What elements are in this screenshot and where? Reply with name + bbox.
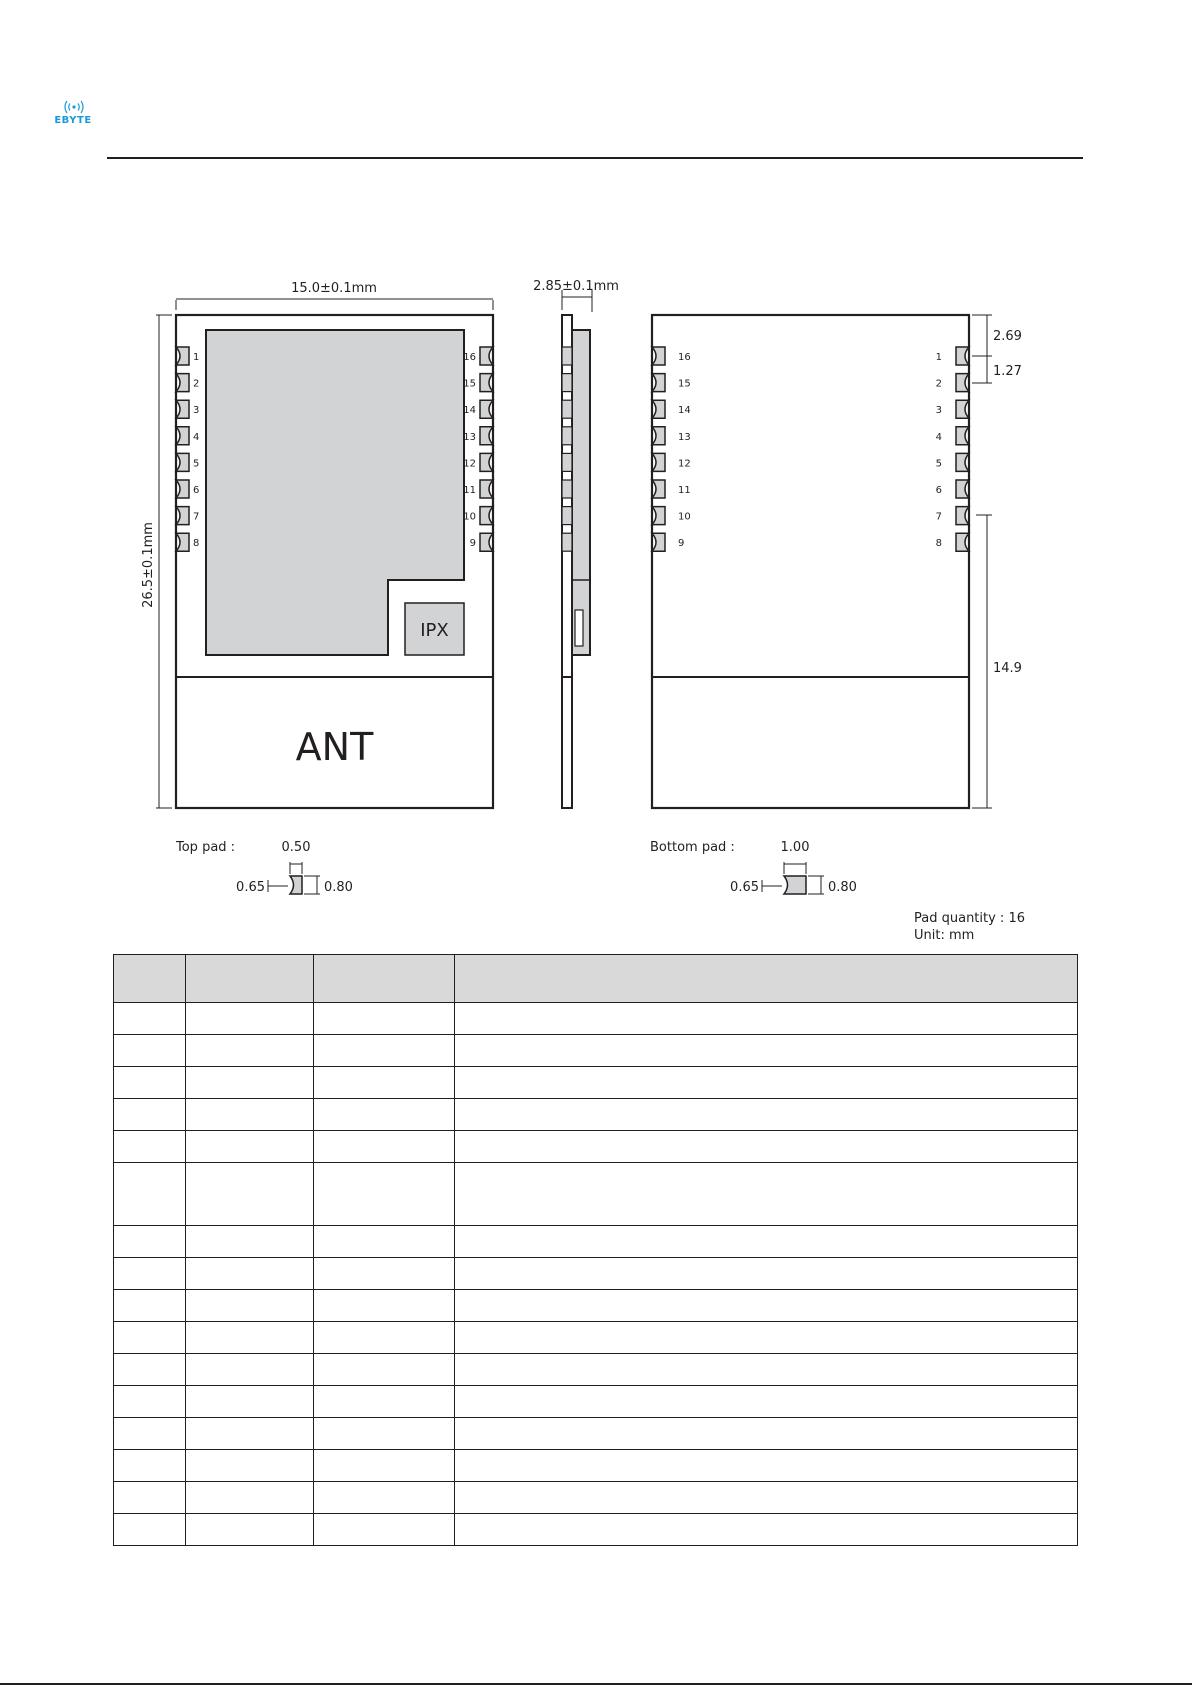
bottom-pad-label: Bottom pad : xyxy=(650,840,735,855)
table-row xyxy=(114,1131,1078,1163)
table-cell xyxy=(455,1322,1078,1354)
table-row xyxy=(114,1099,1078,1131)
table-cell xyxy=(114,1163,186,1226)
pin-number: 9 xyxy=(469,538,476,550)
table-cell xyxy=(455,1418,1078,1450)
table-cell xyxy=(455,1226,1078,1258)
side-pad xyxy=(562,480,572,498)
table-cell xyxy=(455,1514,1078,1546)
table-header-row xyxy=(114,955,1078,1003)
unit-note: Unit: mm xyxy=(914,928,975,943)
ipx-label: IPX xyxy=(420,620,449,641)
table-cell xyxy=(186,1514,314,1546)
pin-number: 3 xyxy=(935,405,942,417)
table-cell xyxy=(455,1099,1078,1131)
pin-number: 14 xyxy=(463,405,476,417)
dimension-14-9: 14.9 xyxy=(993,661,1022,676)
table-row xyxy=(114,1290,1078,1322)
side-pad xyxy=(562,400,572,418)
pin-definition-table xyxy=(113,954,1078,1546)
pin-number: 16 xyxy=(678,352,691,363)
pin-number: 13 xyxy=(463,431,476,443)
bottom-pad-detail xyxy=(650,840,857,895)
table-cell xyxy=(314,1163,455,1226)
table-row xyxy=(114,1386,1078,1418)
side-pad xyxy=(562,507,572,525)
pin-number: 15 xyxy=(678,378,691,390)
top-pad-width: 0.50 xyxy=(281,840,311,855)
table-cell xyxy=(114,1067,186,1099)
pin-number: 15 xyxy=(463,378,476,390)
side-pad xyxy=(562,374,572,392)
pin-number: 2 xyxy=(193,378,200,390)
pin-number: 5 xyxy=(193,458,200,470)
pin-number: 2 xyxy=(935,378,942,390)
table-cell xyxy=(114,1482,186,1514)
pin-number: 6 xyxy=(193,485,200,496)
side-pad xyxy=(562,453,572,471)
table-cell xyxy=(455,1131,1078,1163)
pin-number: 8 xyxy=(935,538,942,550)
table-cell xyxy=(114,1290,186,1322)
side-view xyxy=(533,279,619,808)
table-header-cell xyxy=(455,955,1078,1003)
table-row xyxy=(114,1482,1078,1514)
pin-number: 6 xyxy=(935,485,942,496)
table-row xyxy=(114,1354,1078,1386)
dimension-2-69: 2.69 xyxy=(993,329,1022,344)
table-cell xyxy=(114,1035,186,1067)
table-cell xyxy=(186,1482,314,1514)
pin-number: 1 xyxy=(935,352,942,363)
table-cell xyxy=(455,1035,1078,1067)
side-pad xyxy=(562,427,572,445)
table-cell xyxy=(186,1290,314,1322)
table-cell xyxy=(186,1163,314,1226)
table-cell xyxy=(314,1131,455,1163)
pin-number: 4 xyxy=(193,431,200,443)
table-cell xyxy=(314,1354,455,1386)
bottom-pad-length: 0.80 xyxy=(828,880,857,895)
table-cell xyxy=(114,1226,186,1258)
table-cell xyxy=(114,1354,186,1386)
table-cell xyxy=(114,1003,186,1035)
top-pad-label: Top pad : xyxy=(176,840,236,855)
table-row xyxy=(114,1418,1078,1450)
table-cell xyxy=(114,1099,186,1131)
ant-label: ANT xyxy=(295,725,374,769)
pin-number: 11 xyxy=(678,485,691,496)
dimension-1-27: 1.27 xyxy=(993,364,1022,379)
table-header-cell xyxy=(314,955,455,1003)
width-dimension: 15.0±0.1mm xyxy=(291,281,377,296)
table-cell xyxy=(114,1386,186,1418)
top-pad-offset: 0.65 xyxy=(236,880,265,895)
table-cell xyxy=(314,1290,455,1322)
table-cell xyxy=(314,1322,455,1354)
table-cell xyxy=(186,1131,314,1163)
table-row xyxy=(114,1035,1078,1067)
pin-number: 13 xyxy=(678,431,691,443)
pin-number: 5 xyxy=(935,458,942,470)
table-cell xyxy=(186,1035,314,1067)
table-cell xyxy=(455,1354,1078,1386)
pin-number: 12 xyxy=(463,458,476,470)
table-row xyxy=(114,1322,1078,1354)
side-pad xyxy=(562,347,572,365)
table-row xyxy=(114,1450,1078,1482)
table-row xyxy=(114,1163,1078,1226)
table-cell xyxy=(314,1258,455,1290)
table-cell xyxy=(186,1418,314,1450)
table-cell xyxy=(455,1450,1078,1482)
table-row xyxy=(114,1003,1078,1035)
table-row xyxy=(114,1514,1078,1546)
table-cell xyxy=(314,1226,455,1258)
table-cell xyxy=(455,1482,1078,1514)
table-cell xyxy=(114,1514,186,1546)
table-row xyxy=(114,1226,1078,1258)
table-cell xyxy=(186,1003,314,1035)
table-cell xyxy=(186,1067,314,1099)
table-cell xyxy=(114,1418,186,1450)
table-cell xyxy=(314,1003,455,1035)
table-cell xyxy=(314,1035,455,1067)
top-view xyxy=(141,281,493,808)
pin-number: 4 xyxy=(935,431,942,443)
bottom-view xyxy=(652,315,1022,808)
pin-number: 9 xyxy=(678,538,685,550)
bottom-pad-width: 1.00 xyxy=(780,840,810,855)
top-pad-detail xyxy=(175,840,353,895)
table-cell xyxy=(314,1386,455,1418)
bottom-pad-offset: 0.65 xyxy=(730,880,759,895)
pin-number: 1 xyxy=(193,352,200,363)
table-cell xyxy=(186,1450,314,1482)
pin-number: 16 xyxy=(463,352,476,363)
table-row xyxy=(114,1067,1078,1099)
height-dimension: 26.5±0.1mm xyxy=(141,522,156,608)
table-cell xyxy=(186,1386,314,1418)
table-cell xyxy=(455,1290,1078,1322)
pin-number: 14 xyxy=(678,405,691,417)
pin-number: 10 xyxy=(678,511,691,523)
table-cell xyxy=(314,1067,455,1099)
table-cell xyxy=(455,1003,1078,1035)
pin-number: 11 xyxy=(463,485,476,496)
table-header-cell xyxy=(114,955,186,1003)
thickness-dimension: 2.85±0.1mm xyxy=(533,279,619,294)
table-cell xyxy=(114,1258,186,1290)
table-cell xyxy=(114,1131,186,1163)
table-header-cell xyxy=(186,955,314,1003)
side-pad xyxy=(562,533,572,551)
table-cell xyxy=(186,1099,314,1131)
table-cell xyxy=(114,1322,186,1354)
pin-number: 10 xyxy=(463,511,476,523)
table-cell xyxy=(186,1258,314,1290)
table-cell xyxy=(314,1099,455,1131)
table-cell xyxy=(314,1482,455,1514)
logo-text: EBYTE xyxy=(54,115,92,126)
table-cell xyxy=(186,1226,314,1258)
table-row xyxy=(114,1258,1078,1290)
pin-number: 7 xyxy=(193,511,200,523)
table-cell xyxy=(314,1514,455,1546)
table-cell xyxy=(314,1418,455,1450)
table-cell xyxy=(455,1386,1078,1418)
table-cell xyxy=(455,1163,1078,1226)
pin-number: 7 xyxy=(935,511,942,523)
pad-quantity-note: Pad quantity : 16 xyxy=(914,911,1025,926)
table-cell xyxy=(314,1450,455,1482)
table-cell xyxy=(114,1450,186,1482)
table-cell xyxy=(455,1258,1078,1290)
table-cell xyxy=(186,1322,314,1354)
table-cell xyxy=(186,1354,314,1386)
pin-number: 8 xyxy=(193,538,200,550)
pin-number: 12 xyxy=(678,458,691,470)
table-cell xyxy=(455,1067,1078,1099)
pin-number: 3 xyxy=(193,405,200,417)
top-pad-length: 0.80 xyxy=(324,880,353,895)
